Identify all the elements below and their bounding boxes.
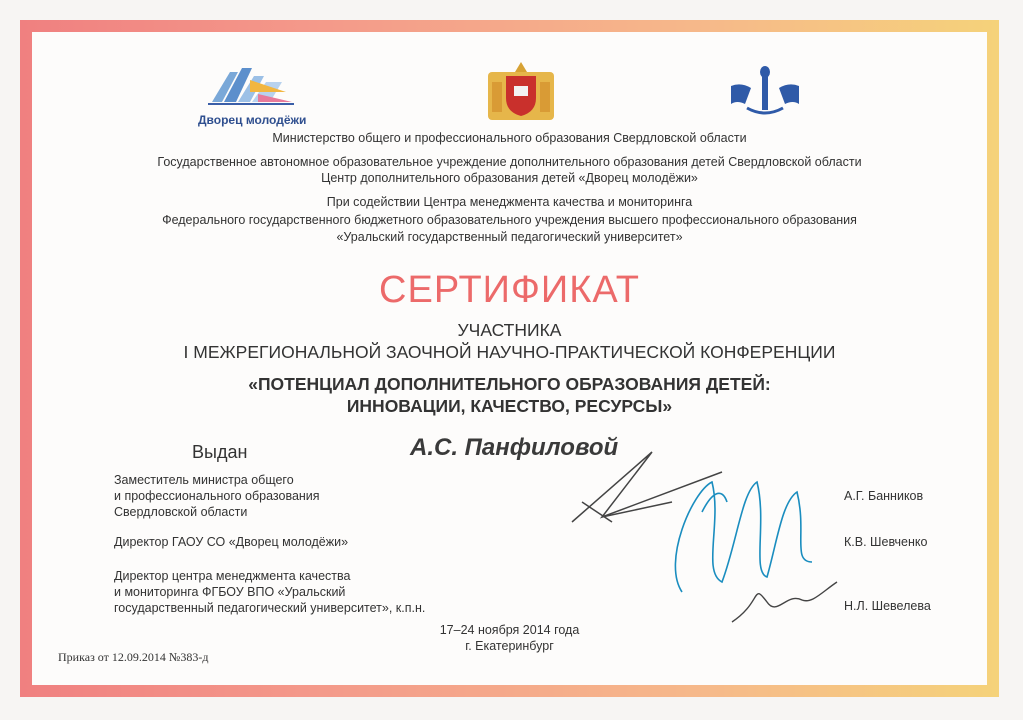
coat-of-arms <box>484 58 558 122</box>
theme-line-2: ИННОВАЦИИ, КАЧЕСТВО, РЕСУРСЫ» <box>346 396 673 416</box>
certificate-title: СЕРТИФИКАТ <box>379 269 640 311</box>
theme-line-1: «ПОТЕНЦИАЛ ДОПОЛНИТЕЛЬНОГО ОБРАЗОВАНИЯ ДЕТЕЙ: <box>248 374 771 394</box>
signatory-1-position <box>114 472 320 520</box>
signatory-1-position-line-2: и профессионального образования <box>114 489 320 503</box>
order-reference: Приказ от 12.09.2014 №383-д <box>58 650 209 664</box>
signatory-2-position-line-1: Директор ГАОУ СО «Дворец молодёжи» <box>114 535 349 549</box>
event-date: 17–24 ноября 2014 года <box>439 623 580 637</box>
subtitle-conference: I МЕЖРЕГИОНАЛЬНОЙ ЗАОЧНОЙ НАУЧНО-ПРАКТИЧЕСКОЙ КОНФЕРЕНЦИИ <box>183 342 836 362</box>
signatory-1-position-line-1: Заместитель министра общего <box>114 473 294 487</box>
palace-logo-caption: Дворец молодёжи <box>198 113 307 127</box>
signatory-2-name: К.В. Шевченко <box>844 535 928 549</box>
signatory-3-position-line-2: и мониторинга ФГБОУ ВПО «Уральский <box>114 585 346 599</box>
signatory-3-position-line-1: Директор центра менеджмента качества <box>114 569 351 583</box>
coat-of-arms-icon <box>484 58 558 122</box>
signature-1 <box>572 452 722 522</box>
support-line-3: «Уральский государственный педагогический университет» <box>336 230 683 244</box>
university-logo-icon <box>727 64 803 120</box>
certificate-border <box>20 20 999 697</box>
signatory-1-position-line-3: Свердловской области <box>114 505 248 519</box>
institution-line-2: Центр дополнительного образования детей «Дворец молодёжи» <box>321 171 698 185</box>
signatory-1-name: А.Г. Банников <box>844 489 924 503</box>
issued-label: Выдан <box>192 442 248 462</box>
signatory-3-name: Н.Л. Шевелева <box>844 599 931 613</box>
palace-logo <box>190 62 310 127</box>
university-logo <box>727 64 803 120</box>
palace-logo-icon <box>190 62 310 110</box>
support-line-1: При содействии Центра менеджмента качества и мониторинга <box>326 195 693 209</box>
signature-2 <box>675 482 812 592</box>
signatory-3-position <box>114 568 425 616</box>
signatures <box>562 432 842 632</box>
signatory-2-position <box>114 534 348 550</box>
institution-line-1: Государственное автономное образовательное учреждение дополнительного образования детей Свердловской области <box>157 155 862 169</box>
recipient-name: А.С. Панфиловой <box>410 434 619 461</box>
ministry-text: Министерство общего и профессионального образования Свердловской области <box>272 131 747 145</box>
support-line-2: Федерального государственного бюджетного образовательного учреждения высшего профессионального образования <box>162 213 857 227</box>
subtitle-participant: УЧАСТНИКА <box>457 320 562 340</box>
signatory-3-position-line-3: государственный педагогический университет», к.п.н. <box>114 601 426 615</box>
signature-3 <box>732 582 837 622</box>
event-city: г. Екатеринбург <box>465 639 554 653</box>
certificate-body <box>32 32 987 685</box>
